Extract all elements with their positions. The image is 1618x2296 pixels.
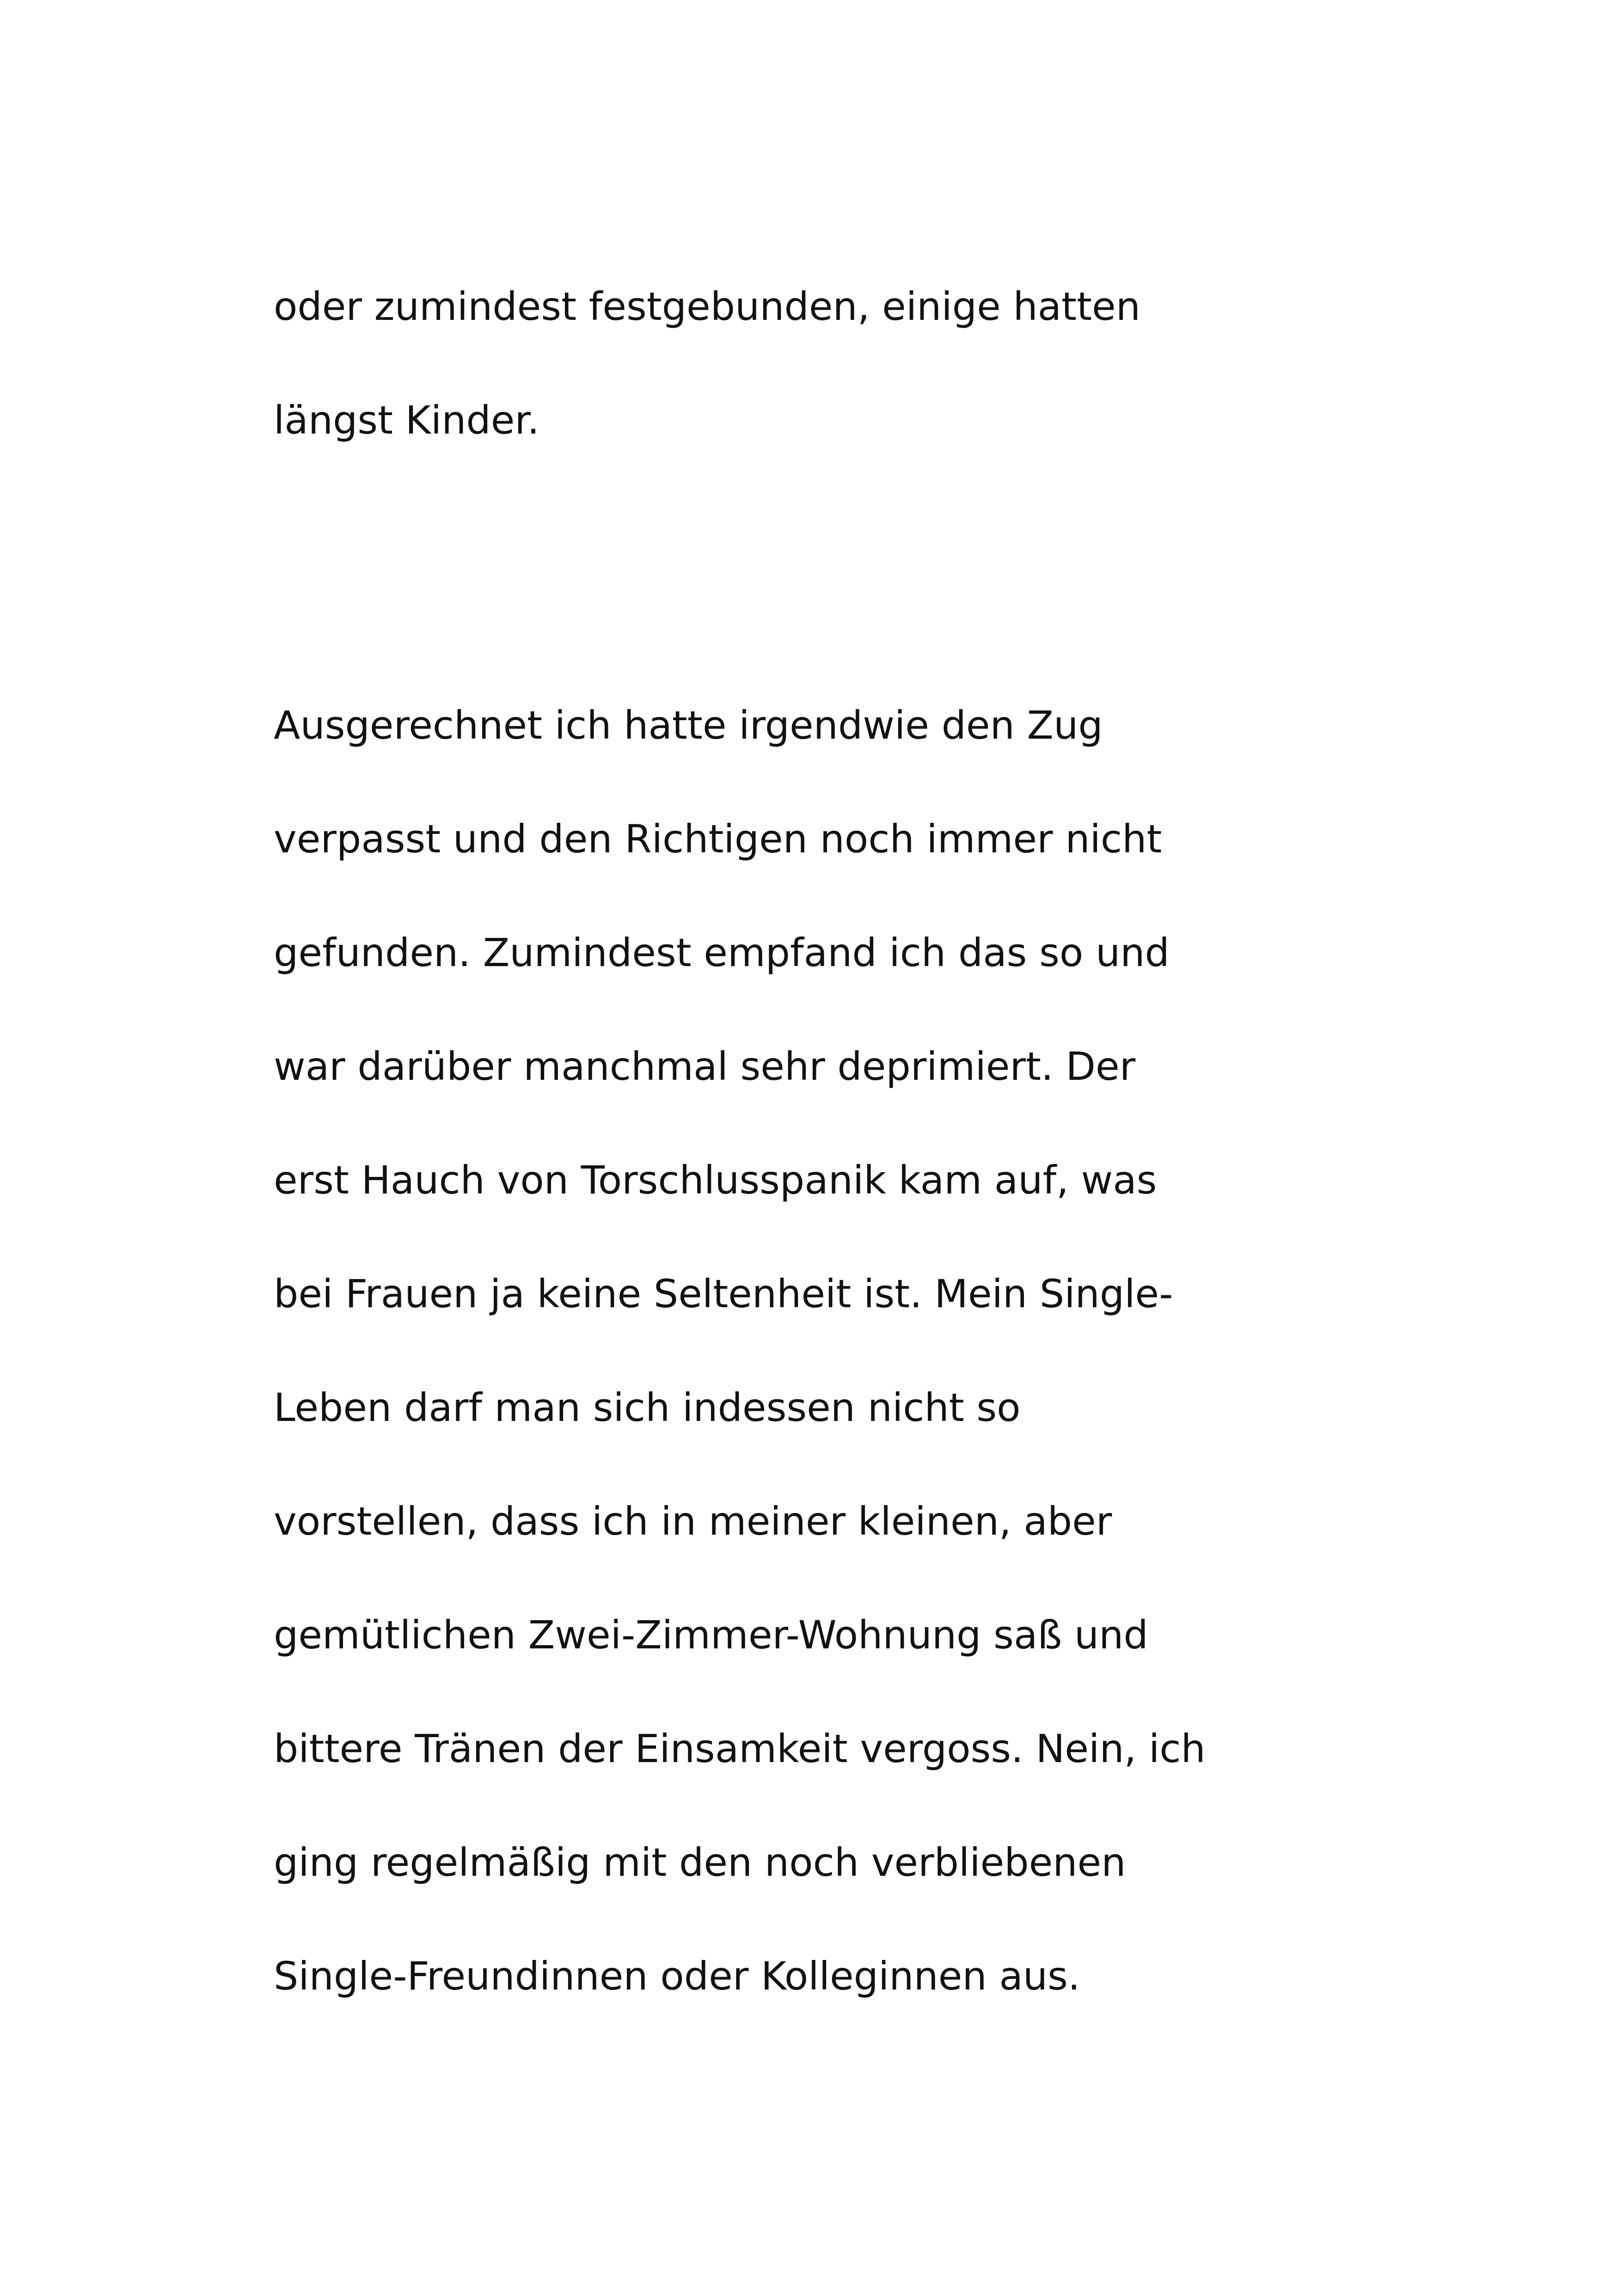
text-line: Ausgerechnet ich hatte irgendwie den Zug [274,703,1103,748]
text-line: bittere Tränen der Einsamkeit vergoss. Nein, ich [274,1726,1206,1771]
text-line: bei Frauen ja keine Seltenheit ist. Mein Single- [274,1271,1173,1316]
paragraph-2 [274,668,1383,2033]
text-line: erst Hauch von Torschlusspanik kam auf, was [274,1157,1157,1203]
text-line: ging regelmäßig mit den noch verbliebenen [274,1840,1126,1885]
paragraph-1 [274,250,1383,477]
text-line: längst Kinder. [274,398,539,443]
text-line: verpasst und den Richtigen noch immer nicht [274,816,1162,862]
text-line: gefunden. Zumindest empfand ich das so und [274,930,1170,975]
text-line: war darüber manchmal sehr deprimiert. Der [274,1044,1136,1089]
text-line: Leben darf man sich indessen nicht so [274,1385,1021,1430]
text-line: gemütlichen Zwei-Zimmer-Wohnung saß und [274,1612,1148,1658]
text-line: vorstellen, dass ich in meiner kleinen, aber [274,1499,1112,1544]
text-line: oder zumindest festgebunden, einige hatten [274,284,1140,329]
text-line: Single-Freundinnen oder Kolleginnen aus. [274,1953,1080,1999]
